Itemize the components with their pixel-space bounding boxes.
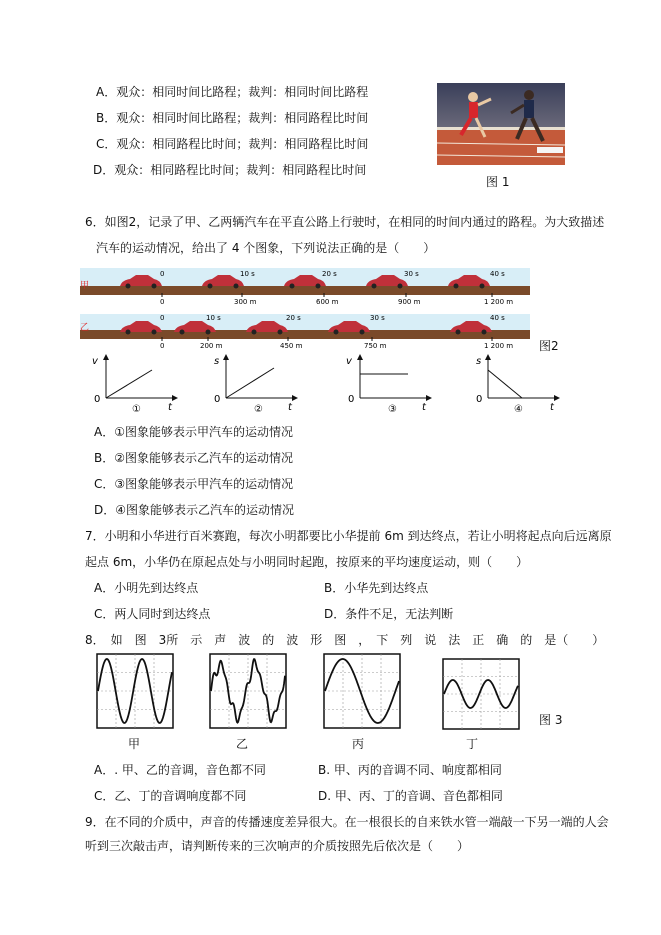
- time-label: 30 s: [370, 314, 385, 322]
- wave-label-jia: 甲: [128, 737, 141, 751]
- q7-option-c: C．两人同时到达终点: [94, 607, 211, 621]
- q5-option-b: B．观众：相同时间比路程；裁判：相同路程比时间: [96, 111, 369, 125]
- figure-2-label: 图2: [539, 339, 559, 353]
- q9-stem-line1: 9．在不同的介质中，声音的传播速度差异很大。在一根很长的自来铁水管一端敲一下另一端的人会: [85, 815, 609, 829]
- q6-stem-line2: 汽车的运动情况，给出了 4 个图象，下列说法正确的是（ ）: [96, 241, 436, 255]
- graph-3-tag: ③: [388, 404, 397, 414]
- time-label: 0: [160, 314, 165, 322]
- graph-3: [342, 354, 432, 414]
- graph-2-yaxis: s: [214, 356, 220, 367]
- graph-4-yaxis: s: [476, 356, 482, 367]
- wave-ding: [442, 658, 520, 730]
- graph-1: [88, 354, 178, 414]
- q7-option-d: D．条件不足，无法判断: [324, 607, 454, 621]
- q6-stem-line1: 6．如图2，记录了甲、乙两辆汽车在平直公路上行驶时，在相同的时间内通过的路程。为大致描述: [85, 215, 605, 229]
- figure-1-label: 图 1: [486, 175, 510, 189]
- time-label: 0: [160, 270, 165, 278]
- q7-option-a: A．小明先到达终点: [94, 581, 199, 595]
- graph-3-yaxis: v: [346, 356, 352, 367]
- q6-option-c: C．③图象能够表示甲汽车的运动情况: [94, 477, 294, 491]
- distance-label: 750 m: [364, 342, 387, 350]
- q5-option-d: D．观众：相同路程比时间；裁判：相同路程比时间: [93, 163, 367, 177]
- graph-4-xaxis: t: [550, 402, 554, 413]
- q6-option-a: A．①图象能够表示甲汽车的运动情况: [94, 425, 293, 439]
- time-label: 20 s: [286, 314, 301, 322]
- distance-label: 0: [160, 342, 165, 350]
- graph-4-tag: ④: [514, 404, 523, 414]
- distance-label: 600 m: [316, 298, 339, 306]
- q8-option-d: D. 甲、丙、丁的音调、音色都相同: [318, 789, 503, 803]
- distance-label: 1 200 m: [484, 298, 514, 306]
- q8-option-a: A．. 甲、乙的音调，音色都不同: [94, 763, 266, 777]
- q5-option-c: C．观众：相同路程比时间；裁判：相同路程比时间: [96, 137, 369, 151]
- distance-label: 0: [160, 298, 165, 306]
- graph-1-origin: 0: [94, 394, 101, 405]
- figure-3-label: 图 3: [539, 713, 563, 727]
- wave-label-ding: 丁: [466, 737, 479, 751]
- time-label: 10 s: [206, 314, 221, 322]
- distance-label: 300 m: [234, 298, 257, 306]
- graph-4: [470, 354, 560, 414]
- q6-option-b: B．②图象能够表示乙汽车的运动情况: [94, 451, 293, 465]
- graph-1-xaxis: t: [168, 402, 172, 413]
- row-a-label: 甲: [80, 281, 90, 291]
- distance-label: 200 m: [200, 342, 223, 350]
- wave-yi: [209, 653, 287, 729]
- wave-label-bing: 丙: [352, 737, 365, 751]
- time-label: 40 s: [490, 270, 505, 278]
- distance-label: 900 m: [398, 298, 421, 306]
- q7-stem-line2: 起点 6m，小华仍在原起点处与小明同时起跑，按原来的平均速度运动，则（ ）: [85, 555, 529, 569]
- graph-2: [208, 354, 298, 414]
- q8-stem: 8． 如 图 3所 示 声 波 的 波 形 图 ， 下 列 说 法 正 确 的 是（ ）: [85, 633, 605, 647]
- wave-jia: [96, 653, 174, 729]
- time-label: 30 s: [404, 270, 419, 278]
- car-motion-figure: [80, 268, 530, 354]
- race-photo: [437, 83, 565, 165]
- distance-label: 1 200 m: [484, 342, 514, 350]
- graph-2-tag: ②: [254, 404, 263, 414]
- graph-2-origin: 0: [214, 394, 221, 405]
- q7-option-b: B．小华先到达终点: [324, 581, 429, 595]
- time-label: 10 s: [240, 270, 255, 278]
- q5-option-a: A．观众：相同时间比路程；裁判：相同时间比路程: [96, 85, 369, 99]
- time-label: 20 s: [322, 270, 337, 278]
- q8-option-c: C．乙、丁的音调响度都不同: [94, 789, 247, 803]
- graph-1-tag: ①: [132, 404, 141, 414]
- graph-3-origin: 0: [348, 394, 355, 405]
- graph-3-xaxis: t: [422, 402, 426, 413]
- graph-2-xaxis: t: [288, 402, 292, 413]
- q9-stem-line2: 听到三次敲击声，请判断传来的三次响声的介质按照先后依次是（ ）: [85, 839, 470, 853]
- row-b-label: 乙: [80, 323, 90, 333]
- graph-1-yaxis: v: [92, 356, 98, 367]
- distance-label: 450 m: [280, 342, 303, 350]
- wave-bing: [323, 653, 401, 729]
- time-label: 40 s: [490, 314, 505, 322]
- q6-option-d: D．④图象能够表示乙汽车的运动情况: [94, 503, 294, 517]
- wave-label-yi: 乙: [236, 737, 249, 751]
- graph-4-origin: 0: [476, 394, 483, 405]
- q7-stem-line1: 7．小明和小华进行百米赛跑，每次小明都要比小华提前 6m 到达终点，若让小明将起点向后远离原: [85, 529, 612, 543]
- q8-option-b: B. 甲、丙的音调不同、响度都相同: [318, 763, 502, 777]
